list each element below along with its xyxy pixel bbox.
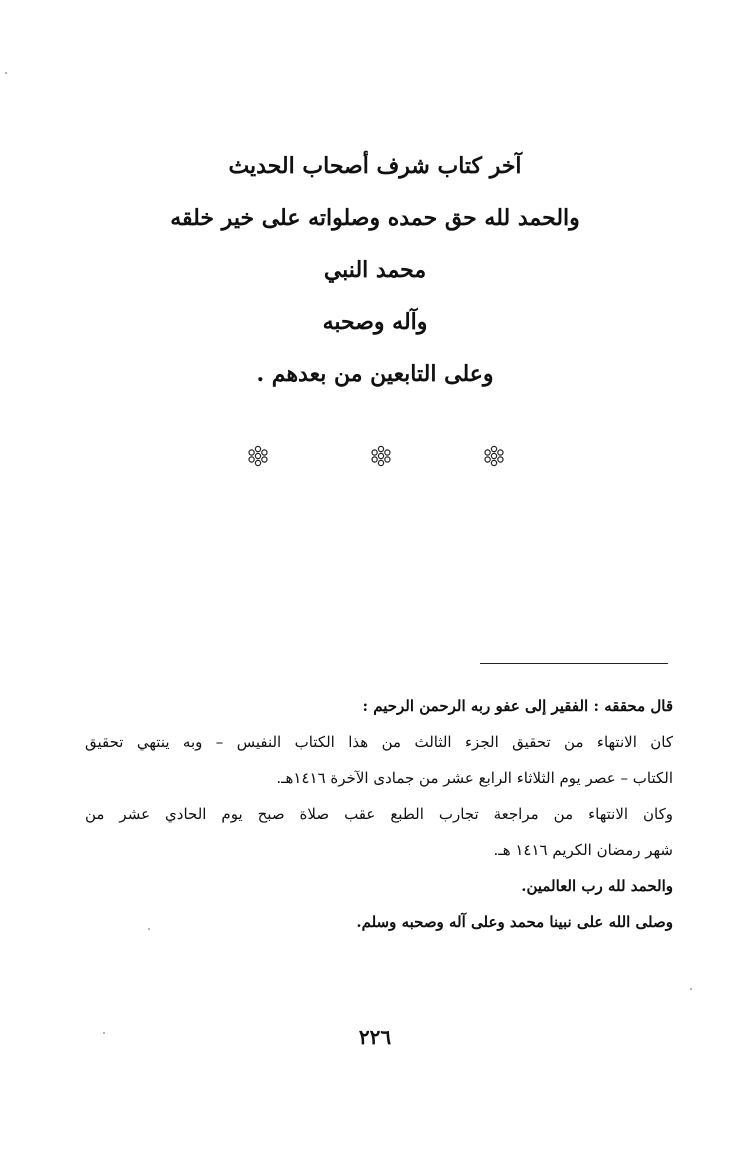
note-paragraph-line: كان الانتهاء من تحقيق الجزء الثالث من هذا الكتاب النفيس – وبه ينتهي تحقيق [85, 733, 673, 751]
note-heading: قال محققه : الفقير إلى عفو ربه الرحمن الرحيم : [362, 697, 673, 715]
colophon-line: آخر كتاب شرف أصحاب الحديث [228, 153, 522, 179]
colophon-line: وعلى التابعين من بعدهم . [256, 361, 494, 387]
flower-ornament-icon [245, 443, 271, 469]
page-number: ٢٢٦ [358, 1025, 392, 1049]
scan-speck [103, 1032, 105, 1034]
colophon-block [150, 140, 600, 400]
note-paragraph-line: شهر رمضان الكريم ١٤١٦ هـ. [493, 841, 673, 859]
colophon-line: محمد النبي [323, 257, 427, 283]
note-paragraph-line: وكان الانتهاء من مراجعة تجارب الطبع عقب صلاة صبح يوم الحادي عشر من [85, 805, 673, 823]
colophon-line: والحمد لله حق حمده وصلواته على خير خلقه [170, 205, 580, 231]
flower-ornament-icon [368, 443, 394, 469]
colophon-line: وآله وصحبه [322, 309, 428, 335]
ornament-row [0, 443, 750, 473]
editor-note [85, 688, 673, 940]
scan-speck [148, 928, 150, 930]
scan-speck [690, 988, 692, 990]
scan-speck [5, 72, 7, 74]
flower-ornament-icon [481, 443, 507, 469]
note-closing-line: والحمد لله رب العالمين. [521, 877, 673, 895]
note-closing-line: وصلى الله على نبينا محمد وعلى آله وصحبه وسلم. [356, 913, 673, 931]
note-paragraph-line: الكتاب – عصر يوم الثلاثاء الرابع عشر من جمادى الآخرة ١٤١٦هـ. [276, 769, 673, 787]
footnote-divider [480, 663, 668, 664]
